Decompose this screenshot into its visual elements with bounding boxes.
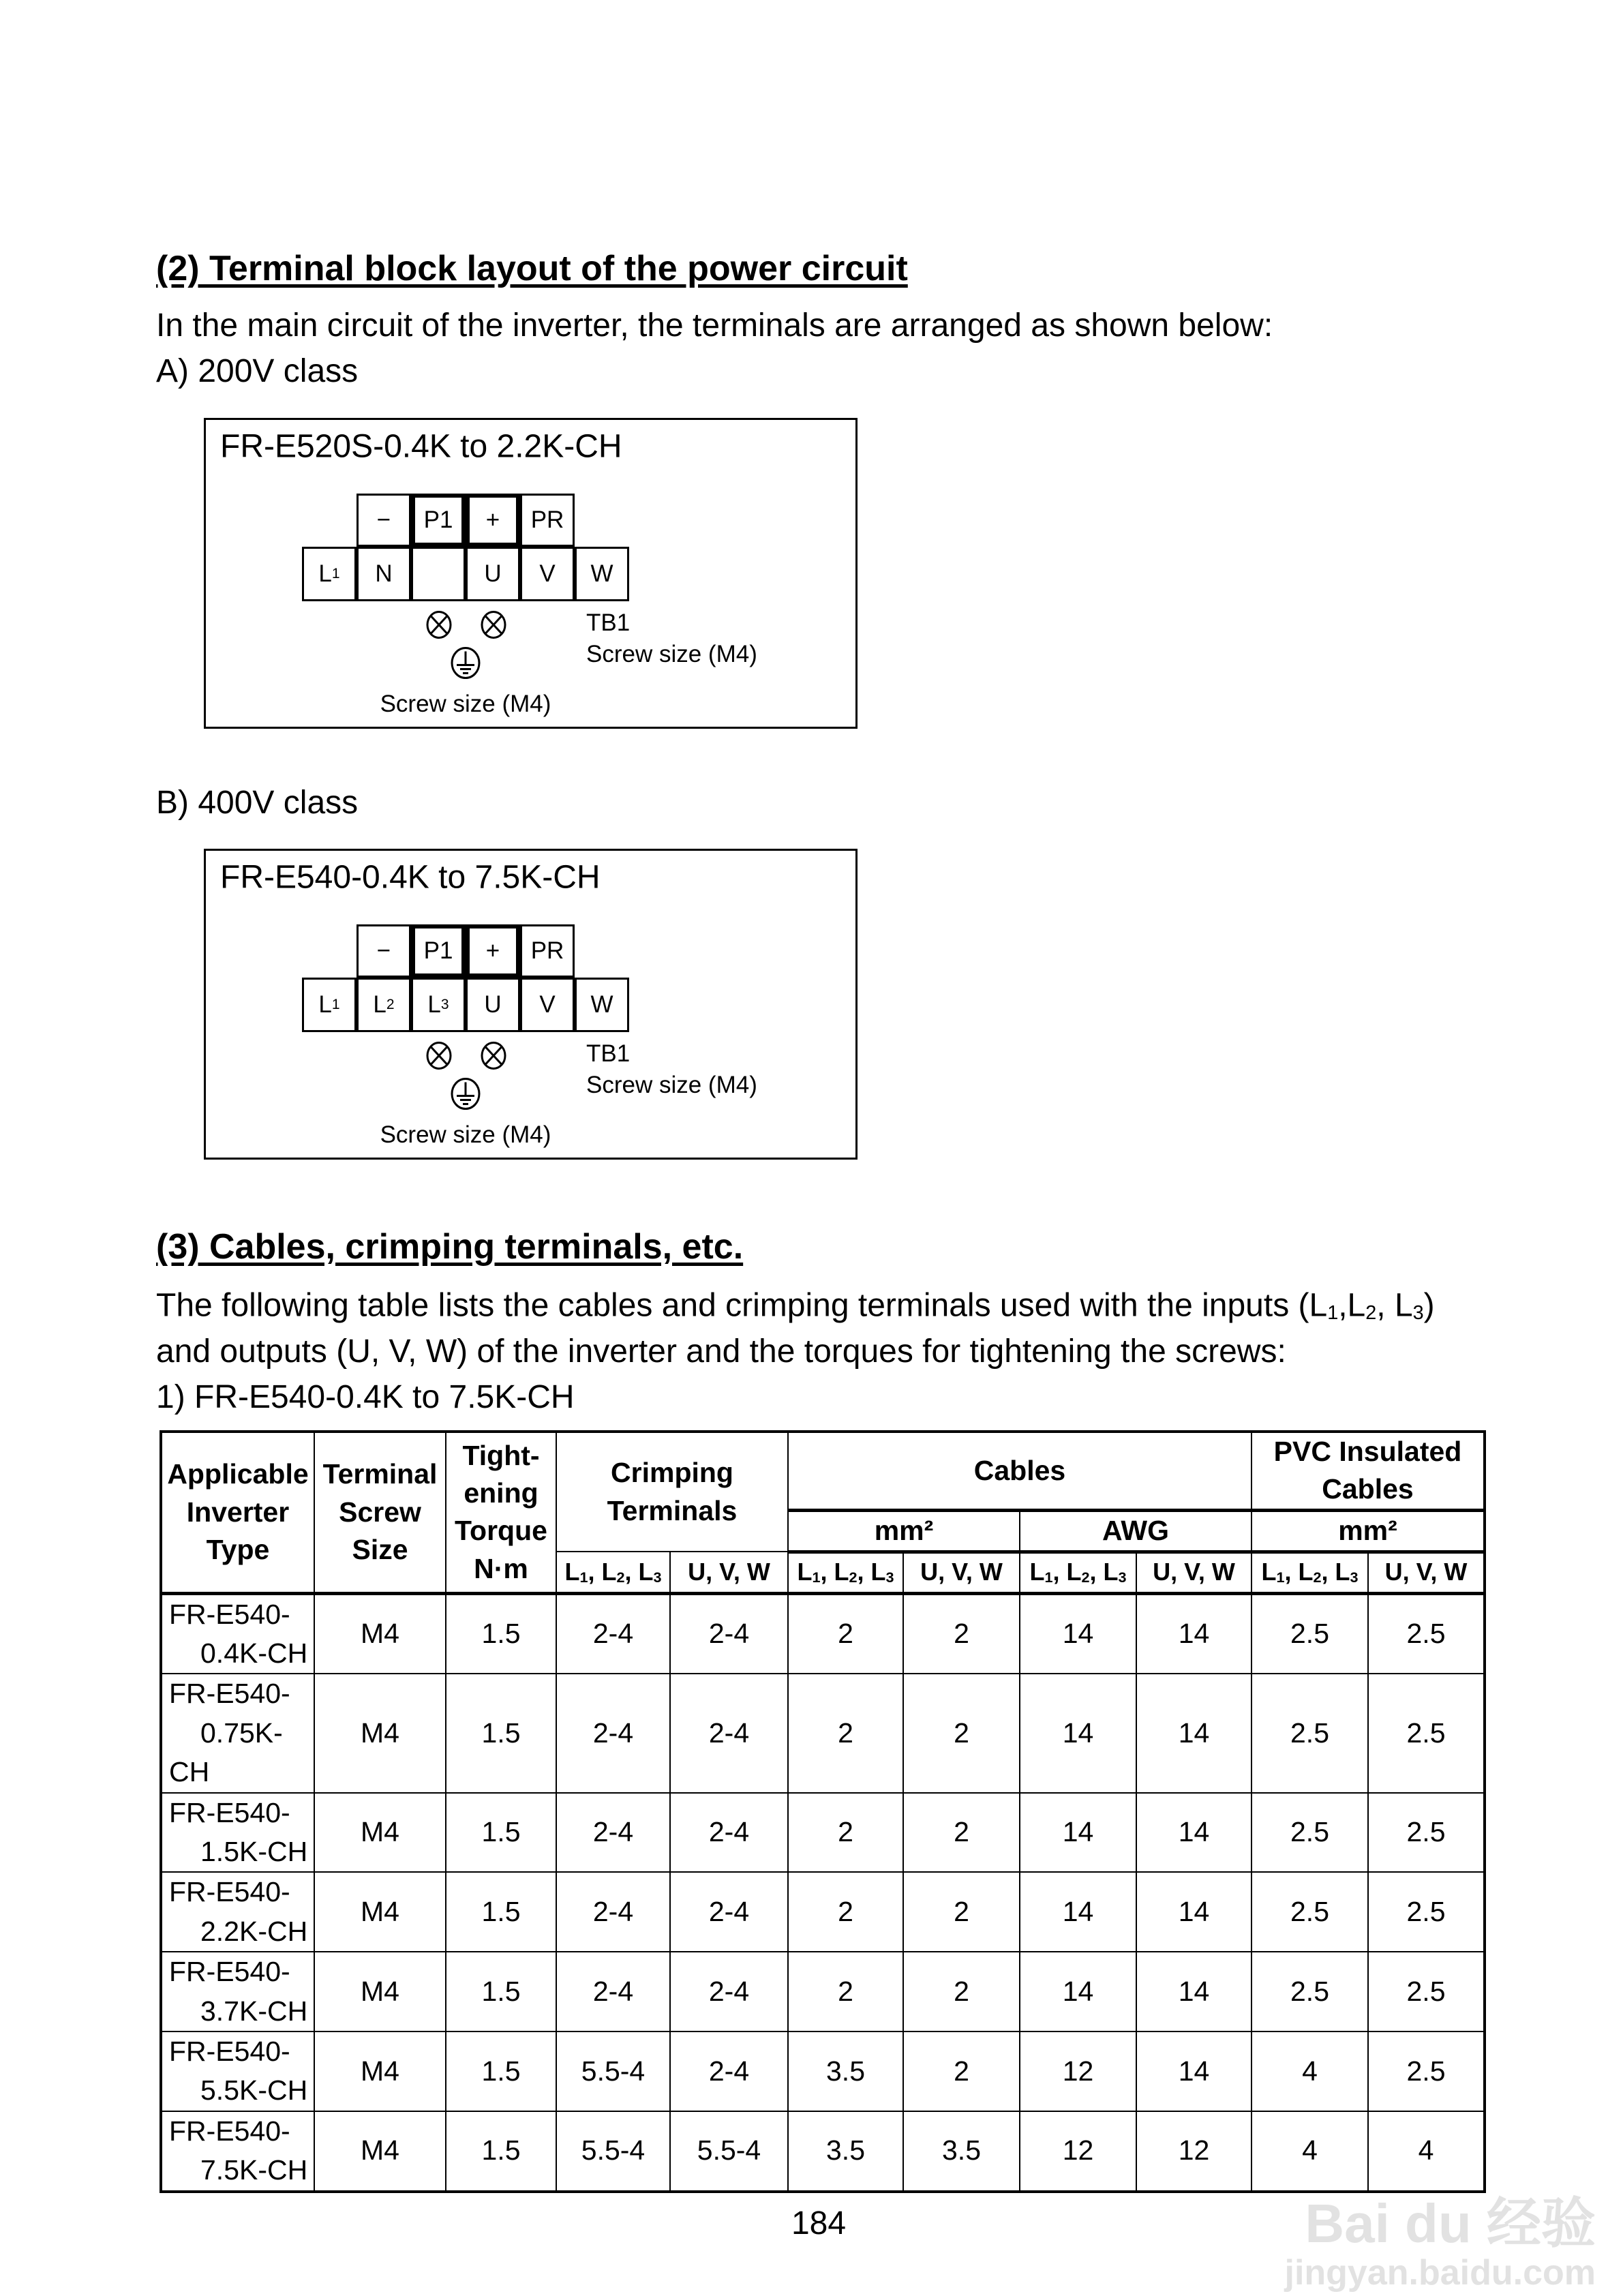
terminal-diagram-400v — [204, 849, 858, 1160]
table-cell: M4 — [314, 1872, 446, 1952]
table-cell: 2.5 — [1252, 1593, 1368, 1674]
header-input: $L_1$, $L_2$, $L_3$ — [788, 1552, 903, 1593]
diagram-title: FR-E520S-0.4K to 2.2K-CH — [220, 428, 622, 465]
table-cell: 2.5 — [1252, 1952, 1368, 2031]
table-cell: 2 — [903, 2031, 1020, 2111]
table-cell: 12 — [1136, 2111, 1252, 2192]
table-cell: M4 — [314, 1674, 446, 1792]
table-cell: 14 — [1136, 1952, 1252, 2031]
terminal-cell: P1 — [411, 494, 466, 547]
table-cell: 14 — [1136, 1593, 1252, 1674]
terminal-cell: P1 — [411, 924, 466, 978]
screw-icon — [425, 1041, 453, 1074]
terminal-cell: U — [466, 547, 520, 601]
table-cell: 2 — [788, 1674, 903, 1792]
screw-icon — [480, 610, 507, 644]
terminal-cell: L 1 — [302, 547, 357, 601]
table-cell: M4 — [314, 2031, 446, 2111]
inverter-type-cell: FR-E540- 5.5K-CH — [161, 2031, 314, 2111]
terminal-cell: L 3 — [411, 978, 466, 1032]
table-cell: 4 — [1252, 2031, 1368, 2111]
terminal-cell: W — [575, 547, 629, 601]
table-cell: 2.5 — [1368, 1674, 1485, 1792]
table-row — [161, 2031, 1485, 2111]
table-cell: 2-4 — [556, 1793, 670, 1873]
table-cell: 2.5 — [1252, 1674, 1368, 1792]
table-cell: 3.5 — [788, 2031, 903, 2111]
table-cell: 5.5-4 — [670, 2111, 788, 2192]
tb-screw-size: Screw size (M4) — [586, 1072, 757, 1098]
class-a-label: A) 200V class — [156, 353, 359, 389]
ground-icon — [449, 1077, 482, 1115]
table-cell: 14 — [1020, 1593, 1136, 1674]
terminal-cell: + — [466, 924, 520, 978]
header-output: U, V, W — [1368, 1552, 1485, 1593]
table-cell: 2.5 — [1368, 2031, 1485, 2111]
header-output: U, V, W — [903, 1552, 1020, 1593]
tb-screw-size: Screw size (M4) — [586, 641, 757, 667]
terminal-cell — [411, 547, 466, 601]
table-cell: 1.5 — [446, 1872, 556, 1952]
terminal-cell: PR — [520, 924, 575, 978]
table-cell: 14 — [1020, 1793, 1136, 1873]
inverter-type-cell: FR-E540- 1.5K-CH — [161, 1793, 314, 1873]
screw-icon — [480, 1041, 507, 1074]
table-cell: 2 — [903, 1674, 1020, 1792]
table-cell: 2-4 — [556, 1872, 670, 1952]
table-cell: 2-4 — [556, 1593, 670, 1674]
table-cell: 2 — [788, 1793, 903, 1873]
header-output: U, V, W — [670, 1552, 788, 1593]
header-cables: Cables — [788, 1432, 1252, 1510]
header-input: $L_1$, $L_2$, $L_3$ — [556, 1552, 670, 1593]
header-output: U, V, W — [1136, 1552, 1252, 1593]
table-cell: 2-4 — [670, 1872, 788, 1952]
terminal-cell: N — [357, 547, 411, 601]
table-row — [161, 1872, 1485, 1952]
header-input: $L_1$, $L_2$, $L_3$ — [1020, 1552, 1136, 1593]
table-row — [161, 1593, 1485, 1674]
table-cell: 14 — [1020, 1872, 1136, 1952]
table-cell: M4 — [314, 2111, 446, 2192]
section-heading-cables: (3) Cables, crimping terminals, etc. — [156, 1227, 744, 1267]
intro-text: In the main circuit of the inverter, the terminals are arranged as shown below: — [156, 307, 1273, 344]
table-cell: 2 — [788, 1952, 903, 2031]
table-cell: M4 — [314, 1593, 446, 1674]
page-number: 184 — [791, 2205, 847, 2241]
table-cell: 3.5 — [788, 2111, 903, 2192]
table-row — [161, 1952, 1485, 2031]
inverter-type-cell: FR-E540- 0.75K-CH — [161, 1674, 314, 1792]
header-input: $L_1$, $L_2$, $L_3$ — [1252, 1552, 1368, 1593]
table-cell: 2.5 — [1368, 1872, 1485, 1952]
table-cell: 2 — [788, 1872, 903, 1952]
table-cell: 1.5 — [446, 1952, 556, 2031]
table-cell: 2.5 — [1368, 1793, 1485, 1873]
table-cell: M4 — [314, 1793, 446, 1873]
cables-intro-line2: and outputs (U, V, W) of the inverter and the torques for tightening the screws: — [156, 1333, 1286, 1370]
header-pvc-mm2: mm² — [1252, 1510, 1485, 1552]
header-cables-mm2: mm² — [788, 1510, 1020, 1552]
table-cell: 14 — [1136, 1872, 1252, 1952]
table-cell: 2-4 — [556, 1674, 670, 1792]
table-cell: 14 — [1020, 1952, 1136, 2031]
table-cell: 5.5-4 — [556, 2031, 670, 2111]
table-cell: 12 — [1020, 2031, 1136, 2111]
screw-icon — [425, 610, 453, 644]
table-caption: 1) FR-E540-0.4K to 7.5K-CH — [156, 1379, 575, 1415]
table-cell: 2 — [903, 1793, 1020, 1873]
header-torque: Tight-ening Torque N·m — [446, 1432, 556, 1593]
table-row — [161, 1674, 1485, 1792]
inverter-type-cell: FR-E540- 2.2K-CH — [161, 1872, 314, 1952]
watermark-url: jingyan.baidu.com — [1284, 2252, 1596, 2293]
table-cell: 1.5 — [446, 1674, 556, 1792]
table-cell: 14 — [1136, 2031, 1252, 2111]
table-cell: 2.5 — [1252, 1872, 1368, 1952]
table-cell: 2 — [903, 1952, 1020, 2031]
table-cell: 4 — [1368, 2111, 1485, 2192]
table-cell: 14 — [1136, 1674, 1252, 1792]
ground-icon — [449, 646, 482, 684]
header-screw-size: Terminal Screw Size — [314, 1432, 446, 1593]
header-crimping-terminals: Crimping Terminals — [556, 1432, 788, 1552]
header-cables-awg: AWG — [1020, 1510, 1252, 1552]
table-cell: 2 — [788, 1593, 903, 1674]
table-cell: 12 — [1020, 2111, 1136, 2192]
terminal-cell: V — [520, 978, 575, 1032]
header-pvc-cables: PVC Insulated Cables — [1252, 1432, 1485, 1510]
table-row — [161, 1793, 1485, 1873]
terminal-cell: PR — [520, 494, 575, 547]
table-cell: M4 — [314, 1952, 446, 2031]
ground-screw-size: Screw size (M4) — [380, 1121, 551, 1148]
table-cell: 2 — [903, 1593, 1020, 1674]
table-cell: 2 — [903, 1872, 1020, 1952]
table-cell: 1.5 — [446, 2031, 556, 2111]
table-cell: 1.5 — [446, 2111, 556, 2192]
table-cell: 5.5-4 — [556, 2111, 670, 2192]
table-cell: 2-4 — [556, 1952, 670, 2031]
terminal-cell: V — [520, 547, 575, 601]
inverter-type-cell: FR-E540- 3.7K-CH — [161, 1952, 314, 2031]
table-cell: 2.5 — [1368, 1952, 1485, 2031]
section-heading-terminal-layout: (2) Terminal block layout of the power circuit — [156, 249, 908, 288]
table-cell: 2-4 — [670, 1593, 788, 1674]
terminal-cell: U — [466, 978, 520, 1032]
table-row — [161, 2111, 1485, 2192]
cables-intro-line1: The following table lists the cables and crimping terminals used with the inputs ($L_1,L_2$, $L_3$) — [156, 1287, 1435, 1324]
baidu-watermark — [1285, 2194, 1596, 2293]
watermark-brand: Bai du 经验 — [1305, 2192, 1596, 2254]
table-cell: 1.5 — [446, 1593, 556, 1674]
cables-table — [160, 1430, 1486, 2193]
table-cell: 2-4 — [670, 1793, 788, 1873]
ground-screw-size: Screw size (M4) — [380, 691, 551, 717]
table-cell: 14 — [1136, 1793, 1252, 1873]
table-cell: 2-4 — [670, 1674, 788, 1792]
terminal-cell: W — [575, 978, 629, 1032]
terminal-cell: − — [357, 924, 411, 978]
tb-label: TB1 — [586, 609, 631, 636]
terminal-diagram-200v — [204, 418, 858, 729]
terminal-cell: L 2 — [357, 978, 411, 1032]
inverter-type-cell: FR-E540- 0.4K-CH — [161, 1593, 314, 1674]
diagram-title: FR-E540-0.4K to 7.5K-CH — [220, 859, 601, 896]
class-b-label: B) 400V class — [156, 785, 359, 821]
header-inverter-type: Applicable Inverter Type — [161, 1432, 314, 1593]
terminal-cell: − — [357, 494, 411, 547]
tb-label: TB1 — [586, 1040, 631, 1067]
terminal-cell: L 1 — [302, 978, 357, 1032]
table-cell: 3.5 — [903, 2111, 1020, 2192]
table-cell: 2-4 — [670, 2031, 788, 2111]
table-cell: 4 — [1252, 2111, 1368, 2192]
terminal-cell: + — [466, 494, 520, 547]
table-cell: 2-4 — [670, 1952, 788, 2031]
table-cell: 2.5 — [1252, 1793, 1368, 1873]
table-cell: 1.5 — [446, 1793, 556, 1873]
inverter-type-cell: FR-E540- 7.5K-CH — [161, 2111, 314, 2192]
table-cell: 2.5 — [1368, 1593, 1485, 1674]
table-cell: 14 — [1020, 1674, 1136, 1792]
